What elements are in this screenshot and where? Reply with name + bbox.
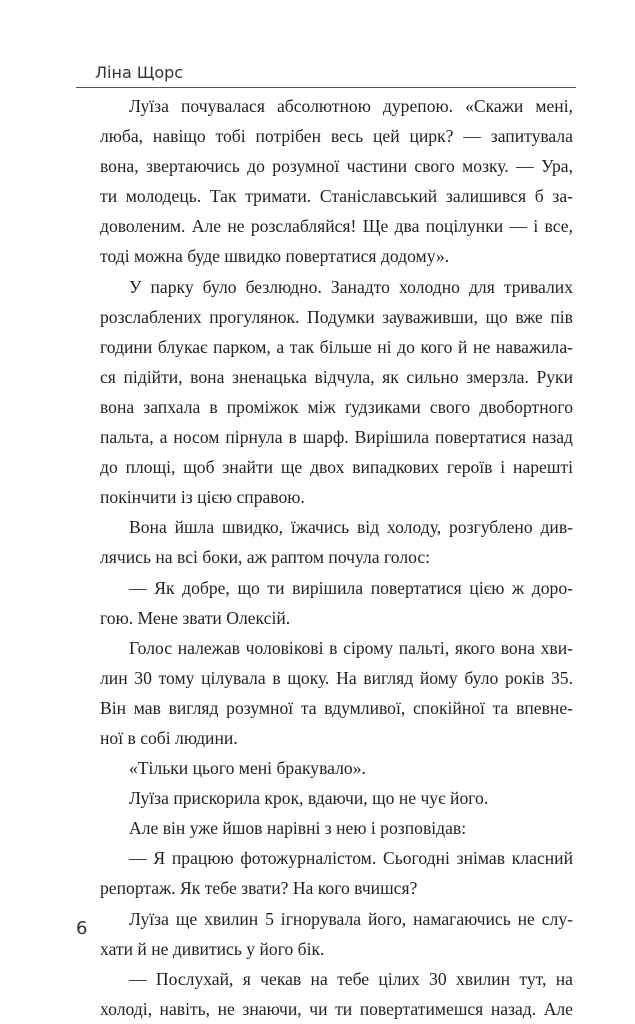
text-line: пальта, а носом пірнула в шарф. Вирішила повертатися назад <box>100 427 573 448</box>
text-line: репортаж. Як тебе звати? На кого вчишся? <box>100 878 418 899</box>
text-line: лин 30 тому цілувала в щоку. На вигляд йому було років 35. <box>100 667 573 688</box>
text-line: У парку було безлюдно. Занадто холодно для тривалих <box>129 276 573 297</box>
text-line: ти молодець. Так тримати. Станіславський залишився б за- <box>100 186 573 207</box>
text-line: — Послухай, я чекав на тебе цілих 30 хвилин тут, на <box>129 968 573 989</box>
running-header-author: Ліна Щорс <box>95 63 184 82</box>
text-line: Він мав вигляд розумної та вдумливої, спокійної та впевне- <box>100 697 573 718</box>
text-line: покінчити із цією справою. <box>100 487 305 508</box>
text-line: холоді, навіть, не знаючи, чи ти повертатимешся назад. Але <box>100 998 573 1019</box>
text-line: Але він уже йшов нарівні з нею і розповідав: <box>129 818 467 839</box>
text-line: люба, навіщо тобі потрібен весь цей цирк? — запитувала <box>100 126 573 147</box>
text-line: «Тільки цього мені бракувало». <box>129 758 366 779</box>
text-line: до площі, щоб знайти ще двох випадкових героїв і нарешті <box>100 457 573 478</box>
text-line: години блукає парком, а так більше ні до кого й не наважила- <box>100 336 573 357</box>
text-line: Луїза прискорила крок, вдаючи, що не чує його. <box>129 788 489 809</box>
text-line: Голос належав чоловікові в сірому пальті, якого вона хви- <box>129 637 573 658</box>
text-line: лячись на всі боки, аж раптом почула голос: <box>100 547 431 568</box>
header-rule <box>76 87 576 88</box>
page-body-text <box>100 91 573 1024</box>
text-line: — Як добре, що ти вирішила повертатися цією ж доро- <box>129 577 573 598</box>
text-line: ної в собі людини. <box>100 727 238 748</box>
text-line: гою. Мене звати Олексій. <box>100 607 291 628</box>
text-line: Луїза ще хвилин 5 ігнорувала його, намагаючись не слу- <box>129 908 573 929</box>
text-line: Луїза почувалася абсолютною дурепою. «Скажи мені, <box>129 96 573 116</box>
page-number: 6 <box>76 918 88 939</box>
text-line: розслаблених прогулянок. Подумки зауваживши, що вже пів <box>100 306 573 327</box>
text-line: вона запхала в проміжок між ґудзиками свого двобортного <box>100 396 573 417</box>
text-line: доволеним. Але не розслабляйся! Ще два поцілунки — і все, <box>100 216 573 237</box>
text-line: вона, звертаючись до розумної частини свого мозку. — Ура, <box>100 156 573 177</box>
text-line: — Я працюю фотожурналістом. Сьогодні знімав класний <box>129 848 573 869</box>
text-line: хати й не дивитись у його бік. <box>100 938 325 959</box>
text-line: Вона йшла швидко, їжачись від холоду, розгублено див- <box>129 517 573 538</box>
text-line: ся підійти, вона зненацька відчула, як сильно змерзла. Руки <box>100 366 573 387</box>
text-line: тоді можна буде швидко повертатися додому». <box>100 246 450 267</box>
